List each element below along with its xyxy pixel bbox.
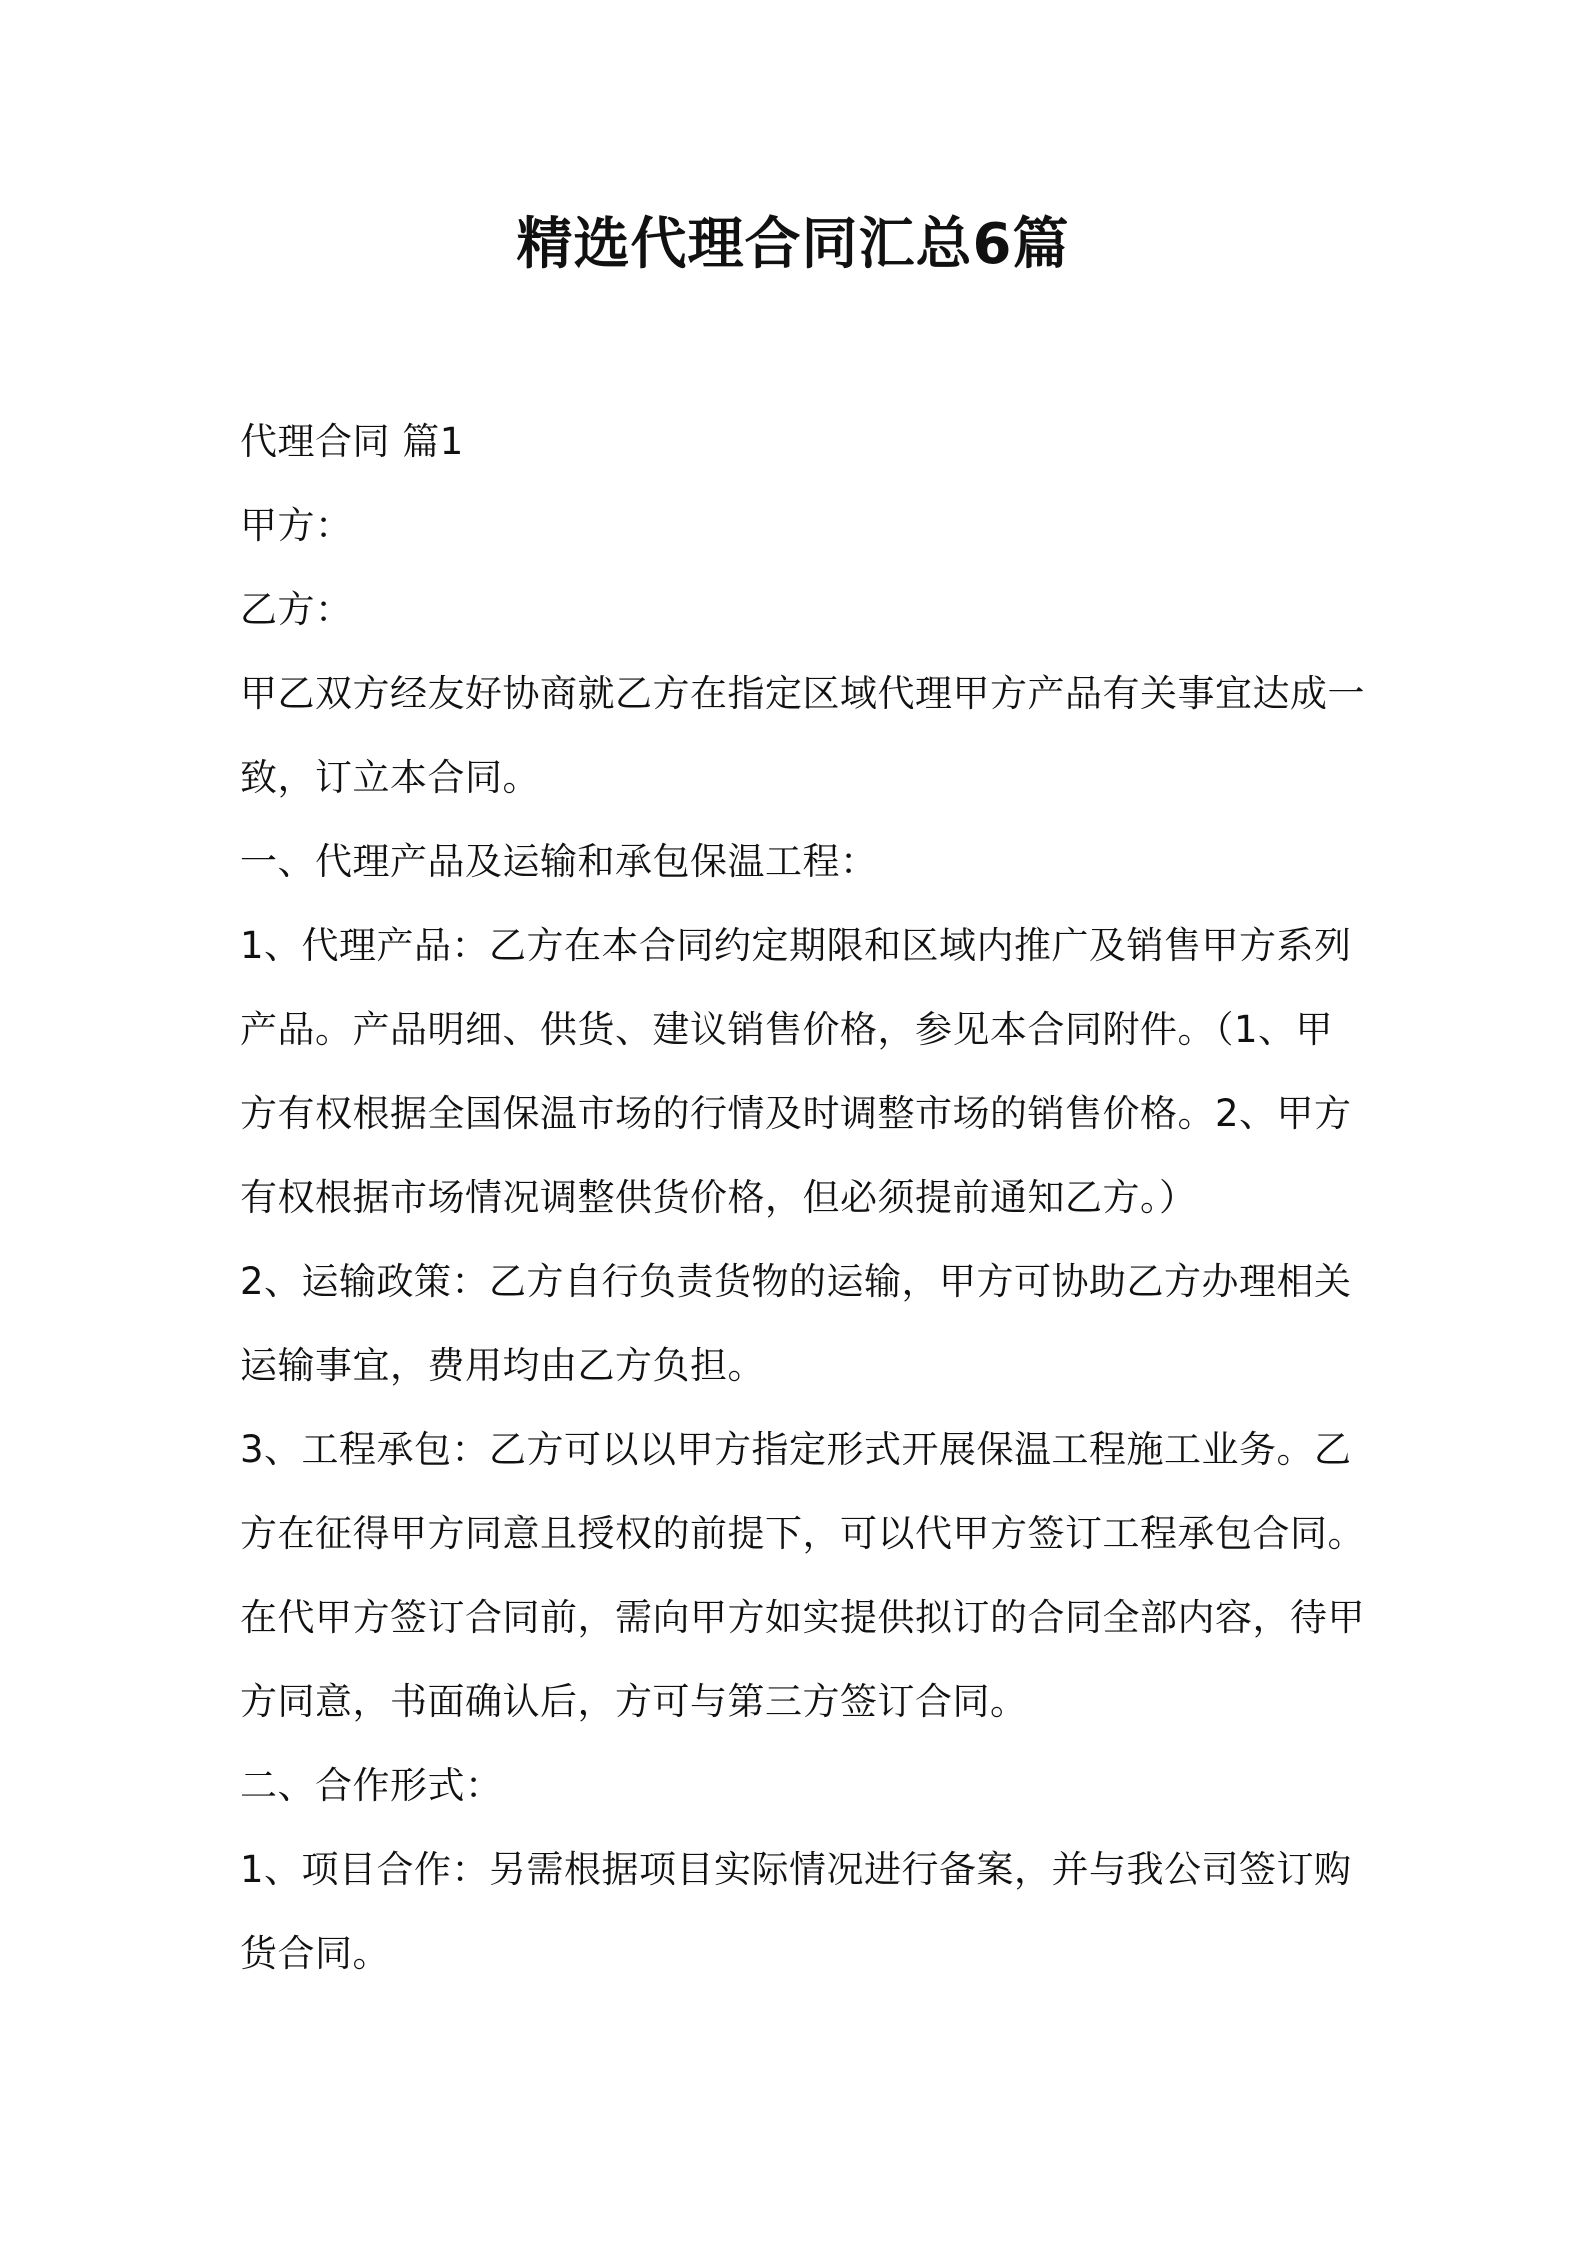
clause-1-3: 3、工程承包：乙方可以以甲方指定形式开展保温工程施工业务。乙方在征得甲方同意且授权的前提下，可以代甲方签订工程承包合同。在代甲方签订合同前，需向甲方如实提供拟订的合同全部内容，待甲方同意，书面确认后，方可与第三方签订合同。 (240, 1428, 1365, 1723)
section-heading-contract-1: 代理合同 篇1 (240, 420, 464, 463)
party-b-label: 乙方： (240, 588, 353, 631)
document-body (240, 400, 1370, 1996)
party-a-label: 甲方： (240, 504, 353, 547)
clause-heading-1: 一、代理产品及运输和承包保温工程： (240, 840, 878, 883)
intro-paragraph: 甲乙双方经友好协商就乙方在指定区域代理甲方产品有关事宜达成一致，订立本合同。 (240, 672, 1365, 799)
clause-1-2: 2、运输政策：乙方自行负责货物的运输，甲方可协助乙方办理相关运输事宜，费用均由乙方负担。 (240, 1260, 1352, 1387)
document-title: 精选代理合同汇总6篇 (516, 212, 1070, 277)
clause-2-1: 1、项目合作：另需根据项目实际情况进行备案，并与我公司签订购货合同。 (240, 1848, 1352, 1975)
clause-heading-2: 二、合作形式： (240, 1764, 503, 1807)
clause-1-1: 1、代理产品：乙方在本合同约定期限和区域内推广及销售甲方系列产品。产品明细、供货、建议销售价格，参见本合同附件。（1、甲方有权根据全国保温市场的行情及时调整市场的销售价格。2、甲方有权根据市场情况调整供货价格，但必须提前通知乙方。） (240, 924, 1352, 1219)
